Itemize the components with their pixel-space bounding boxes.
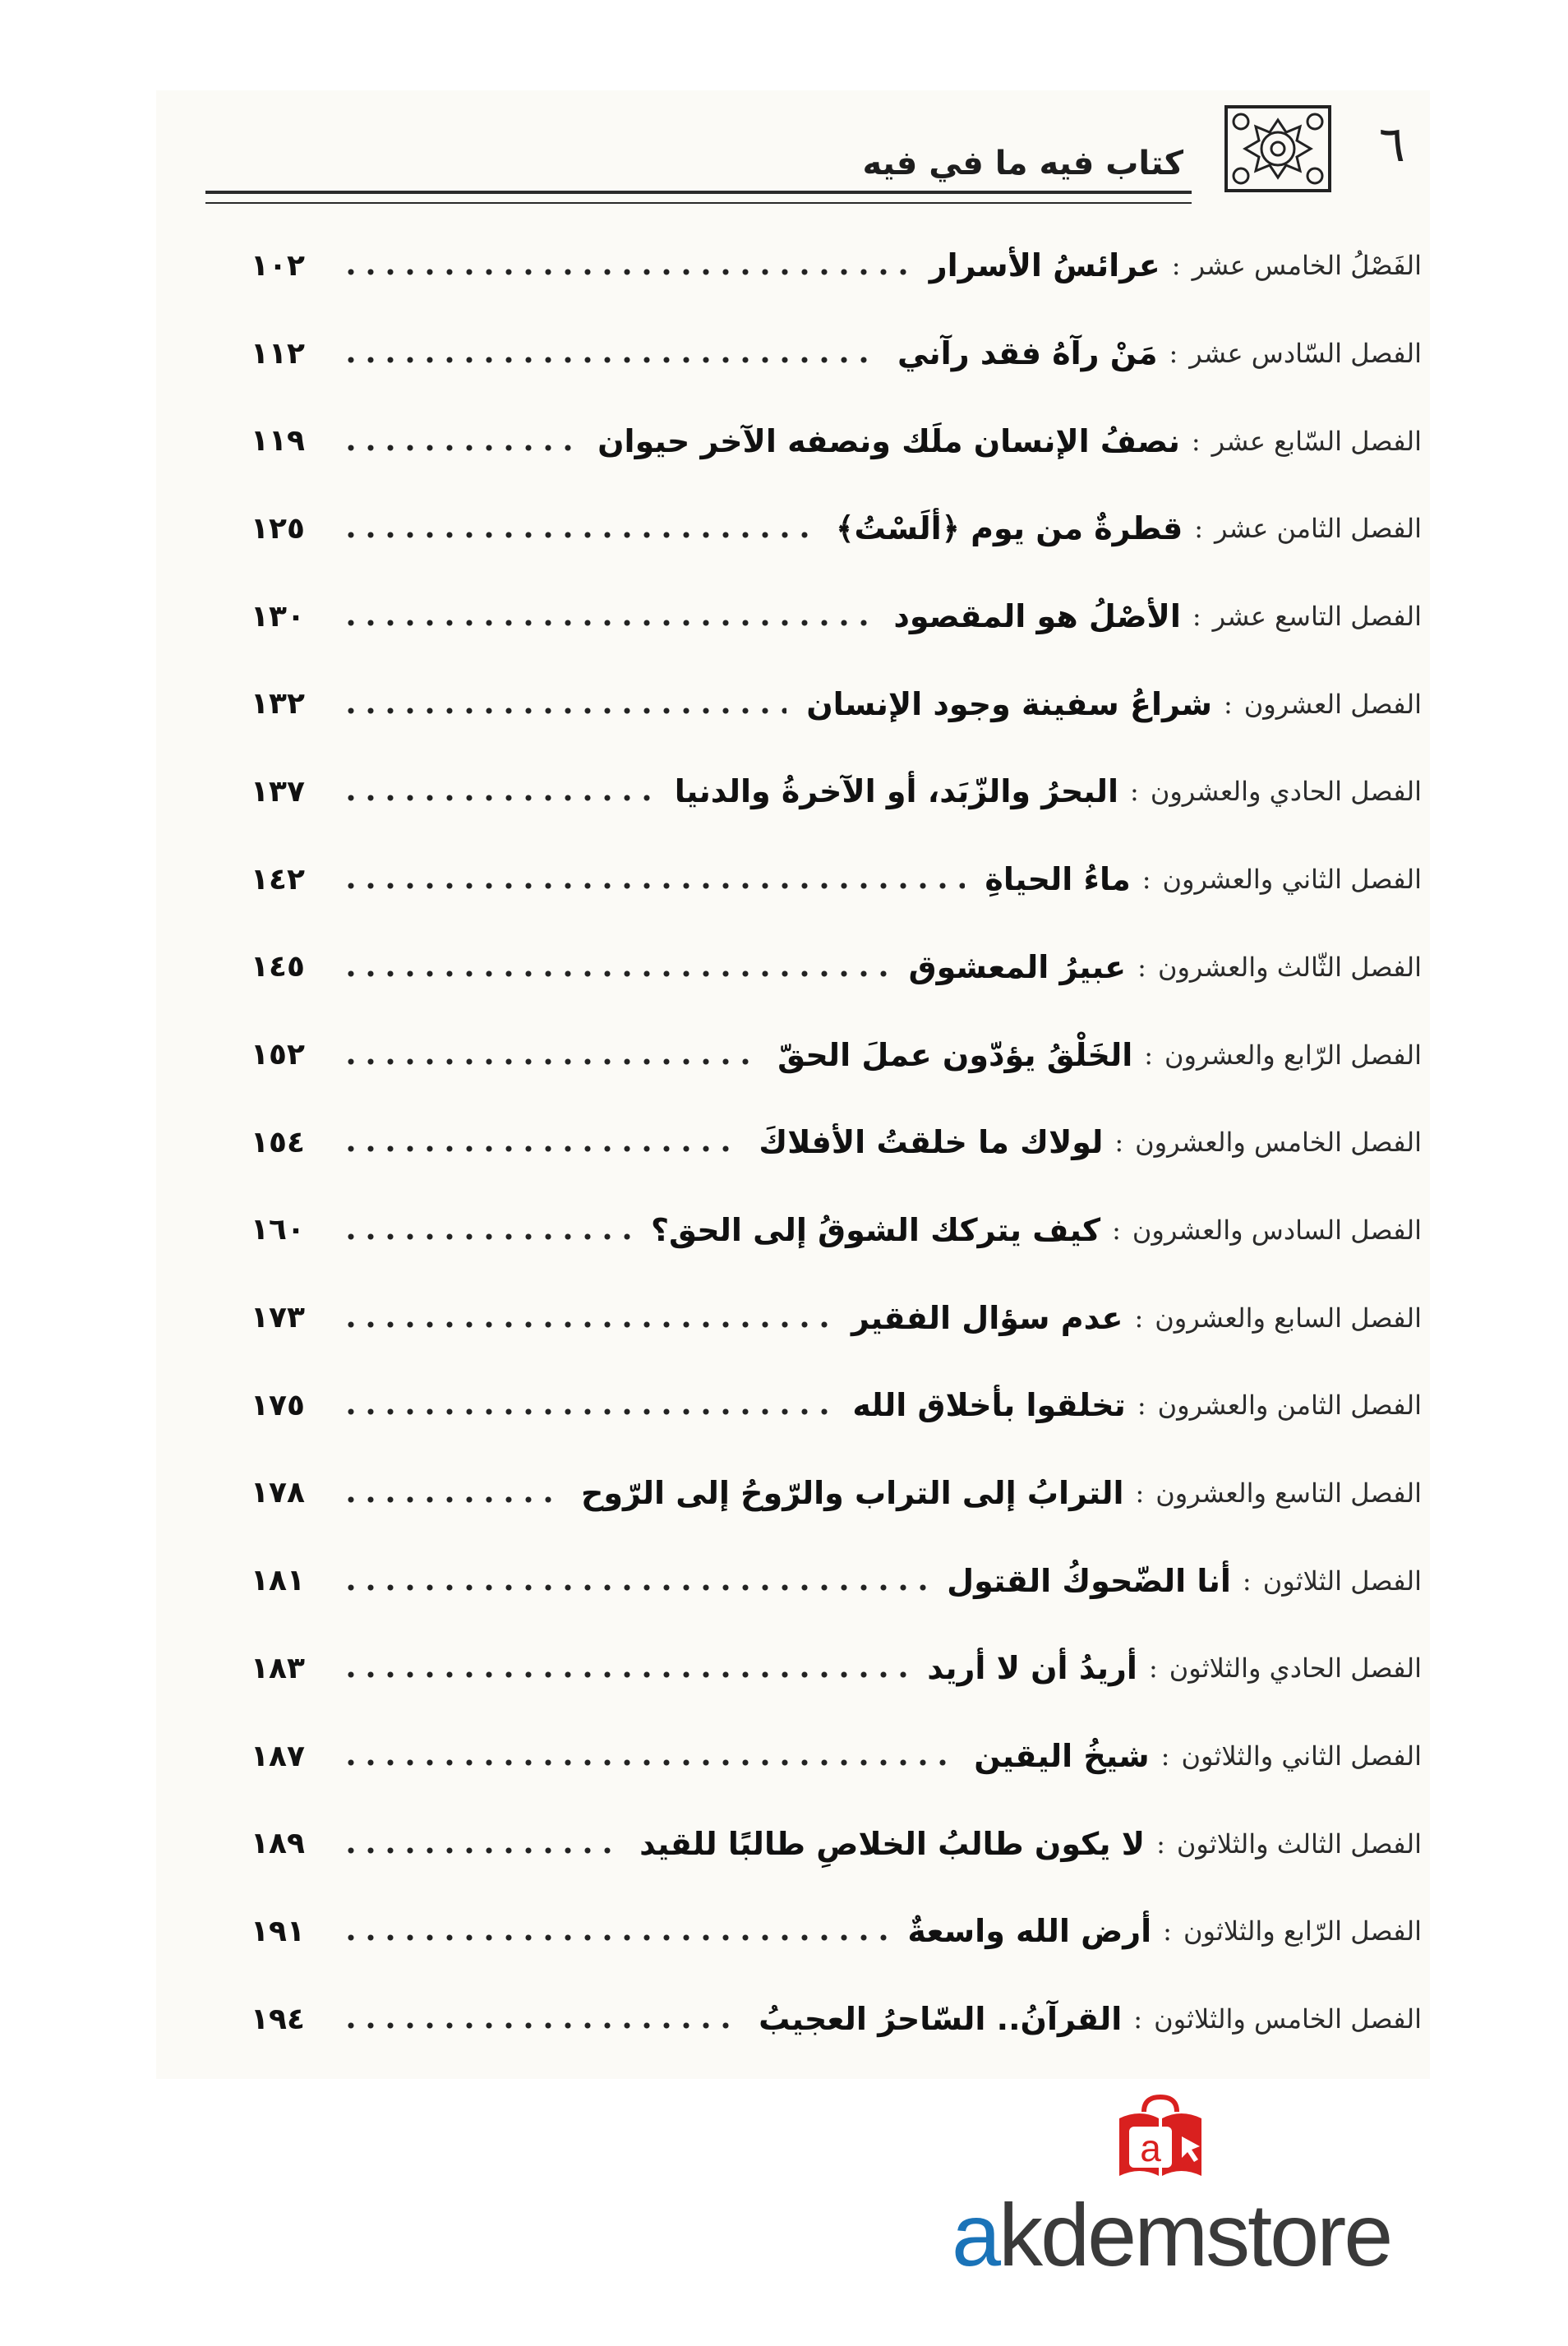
chapter-title: لا يكون طالبُ الخلاصِ طالبًا للقيد: [639, 1825, 1146, 1862]
chapter-label: الفصل الرّابع والعشرون: [1164, 1039, 1422, 1071]
chapter-label: الفصل الرّابع والثلاثون: [1183, 1915, 1422, 1947]
table-of-contents: [251, 222, 1422, 2063]
separator: :: [1141, 864, 1151, 896]
separator: :: [1242, 1565, 1252, 1597]
dot-leader: [341, 268, 910, 276]
chapter-label: الفصل الثّالث والعشرون: [1157, 951, 1422, 983]
dot-leader: [341, 2021, 739, 2030]
toc-entry: [251, 1011, 1422, 1099]
page-ref: ١٥٤: [251, 1125, 305, 1159]
separator: :: [1137, 1390, 1146, 1422]
page-ref: ١١٢: [251, 336, 305, 371]
toc-entry: [251, 924, 1422, 1012]
page-ref: ١٢٥: [251, 511, 305, 546]
separator: :: [1112, 1214, 1121, 1246]
chapter-title: ماءُ الحياةِ: [985, 861, 1131, 898]
toc-entry: [251, 1712, 1422, 1800]
separator: :: [1160, 1740, 1170, 1772]
chapter-label: الفصل الثامن عشر: [1215, 513, 1422, 545]
separator: :: [1130, 776, 1139, 808]
chapter-title: عبيرُ المعشوق: [908, 948, 1127, 985]
separator: :: [1135, 1477, 1145, 1509]
page-ref: ١٨٧: [251, 1739, 305, 1773]
chapter-title: قطرةٌ من يوم ﴿ألَسْتُ﴾: [836, 510, 1183, 547]
separator: :: [1192, 601, 1201, 633]
toc-entry: [251, 1800, 1422, 1887]
page-ref: ١٧٨: [251, 1476, 305, 1510]
toc-entry: [251, 485, 1422, 573]
toc-entry: [251, 222, 1422, 310]
dot-leader: [341, 1145, 739, 1153]
page-ref: ١٨١: [251, 1564, 305, 1598]
separator: :: [1144, 1039, 1154, 1071]
chapter-title: شيخُ اليقين: [974, 1738, 1150, 1775]
page-ref: ١٣٠: [251, 599, 305, 634]
chapter-label: الفَصْلُ الخامس عشر: [1192, 250, 1422, 282]
logo-first-letter: a: [952, 2185, 999, 2284]
separator: :: [1163, 1915, 1172, 1947]
page-ref: ١٨٩: [251, 1827, 305, 1861]
dot-leader: [341, 1846, 620, 1855]
chapter-title: نصفُ الإنسان ملَك ونصفه الآخر حيوان: [597, 422, 1180, 459]
chapter-label: الفصل التاسع والعشرون: [1155, 1477, 1422, 1509]
toc-entry: [251, 573, 1422, 661]
separator: :: [1191, 425, 1201, 457]
logo-icon-letter: a: [1140, 2127, 1161, 2169]
page-ref: ١٩١: [251, 1914, 305, 1948]
header-rule-thin: [205, 202, 1192, 204]
toc-entry: [251, 310, 1422, 398]
dot-leader: [341, 1758, 954, 1767]
page-header: [197, 105, 1405, 194]
dot-leader: [341, 1233, 631, 1241]
separator: :: [1114, 1127, 1124, 1159]
separator: :: [1194, 513, 1203, 545]
toc-entry: [251, 1187, 1422, 1274]
dot-leader: [341, 707, 786, 715]
chapter-title: أرض الله واسعةٌ: [907, 1913, 1152, 1950]
dot-leader: [341, 1408, 832, 1416]
ornament-icon: [1224, 105, 1331, 192]
chapter-label: الفصل العشرون: [1243, 688, 1422, 720]
chapter-title: القرآنُ.. السّاحرُ العجيبُ: [759, 2001, 1123, 2038]
chapter-label: الفصل الثالث والثلاثون: [1176, 1827, 1422, 1860]
dot-leader: [341, 882, 965, 890]
chapter-label: الفصل الحادي والثلاثون: [1169, 1652, 1422, 1685]
page-ref: ١٠٢: [251, 248, 305, 283]
separator: :: [1133, 2003, 1143, 2035]
chapter-label: الفصل السابع والعشرون: [1155, 1302, 1422, 1334]
chapter-label: الفصل الحادي والعشرون: [1150, 776, 1422, 808]
chapter-label: الفصل السادس والعشرون: [1132, 1214, 1422, 1246]
chapter-title: كيف يتركك الشوقُ إلى الحق؟: [650, 1211, 1101, 1248]
chapter-label: الفصل الخامس والثلاثون: [1154, 2003, 1422, 2035]
store-logo: [952, 2186, 1390, 2284]
toc-entry: [251, 1625, 1422, 1712]
chapter-title: تخلقوا بأخلاق الله: [852, 1387, 1126, 1424]
separator: :: [1156, 1827, 1165, 1860]
page-ref: ١٤٢: [251, 862, 305, 896]
dot-leader: [341, 1933, 888, 1942]
page-ref: ١٤٥: [251, 950, 305, 984]
dot-leader: [341, 531, 816, 539]
dot-leader: [341, 1320, 832, 1329]
page-number: ٦: [1378, 116, 1405, 173]
chapter-title: عدم سؤال الفقير: [851, 1299, 1123, 1336]
page-ref: ١٧٥: [251, 1388, 305, 1422]
separator: :: [1171, 250, 1181, 282]
separator: :: [1134, 1302, 1144, 1334]
toc-entry: [251, 1362, 1422, 1450]
dot-leader: [341, 794, 655, 802]
chapter-title: مَنْ رآهُ فقد رآني: [897, 335, 1158, 372]
page-ref: ١٧٣: [251, 1301, 305, 1335]
dot-leader: [341, 619, 874, 627]
chapter-title: الأصْلُ هو المقصود: [893, 598, 1181, 635]
page-ref: ١٥٢: [251, 1038, 305, 1072]
chapter-label: الفصل الثامن والعشرون: [1157, 1390, 1422, 1422]
page-ref: ١٩٤: [251, 2002, 305, 2036]
separator: :: [1169, 338, 1178, 370]
toc-entry: [251, 397, 1422, 485]
toc-entry: [251, 836, 1422, 924]
chapter-title: أنا الضّحوكُ القتول: [947, 1562, 1231, 1599]
dot-leader: [341, 444, 578, 452]
toc-entry: [251, 1274, 1422, 1362]
chapter-title: الخَلْقُ يؤدّون عملَ الحقّ: [777, 1036, 1133, 1073]
toc-entry: [251, 1099, 1422, 1187]
page-ref: ١١٩: [251, 424, 305, 459]
chapter-label: الفصل الخامس والعشرون: [1135, 1127, 1422, 1159]
separator: :: [1148, 1652, 1158, 1685]
page-ref: ١٣٧: [251, 774, 305, 809]
dot-leader: [341, 1583, 927, 1592]
chapter-title: شراعُ سفينة وجود الإنسان: [806, 685, 1212, 722]
logo-text-rest: kdemstore: [998, 2185, 1391, 2284]
toc-entry: [251, 1450, 1422, 1537]
chapter-label: الفصل الثاني والثلاثون: [1181, 1740, 1422, 1772]
chapter-title: لولاك ما خلقتُ الأفلاكَ: [759, 1124, 1104, 1161]
dot-leader: [341, 1058, 758, 1066]
dot-leader: [341, 1496, 561, 1504]
chapter-label: الفصل السّابع عشر: [1211, 425, 1422, 457]
chapter-title: عرائسُ الأسرار: [929, 247, 1160, 284]
chapter-title: أريدُ أن لا أريد: [927, 1650, 1137, 1687]
separator: :: [1137, 951, 1146, 983]
page-ref: ١٣٢: [251, 687, 305, 721]
toc-entry: [251, 1537, 1422, 1625]
toc-entry: [251, 748, 1422, 836]
toc-entry: [251, 1975, 1422, 2063]
dot-leader: [341, 1671, 907, 1679]
toc-entry: [251, 1887, 1422, 1975]
chapter-label: الفصل الثاني والعشرون: [1162, 864, 1422, 896]
page-ref: ١٨٣: [251, 1651, 305, 1685]
dot-leader: [341, 970, 889, 978]
separator: :: [1224, 688, 1233, 720]
toc-entry: [251, 660, 1422, 748]
book-title: كتاب فيه ما في فيه: [862, 145, 1183, 182]
chapter-label: الفصل السّادس عشر: [1189, 338, 1422, 370]
header-rule: [205, 191, 1192, 194]
chapter-title: البحرُ والزّبَد، أو الآخرةُ والدنيا: [674, 773, 1119, 810]
chapter-label: الفصل التاسع عشر: [1212, 601, 1422, 633]
chapter-title: الترابُ إلى التراب والرّوحُ إلى الرّوح: [581, 1474, 1124, 1511]
page-ref: ١٦٠: [251, 1213, 305, 1247]
book-logo-icon: [1111, 2094, 1210, 2184]
chapter-label: الفصل الثلاثون: [1262, 1565, 1422, 1597]
dot-leader: [341, 356, 878, 364]
